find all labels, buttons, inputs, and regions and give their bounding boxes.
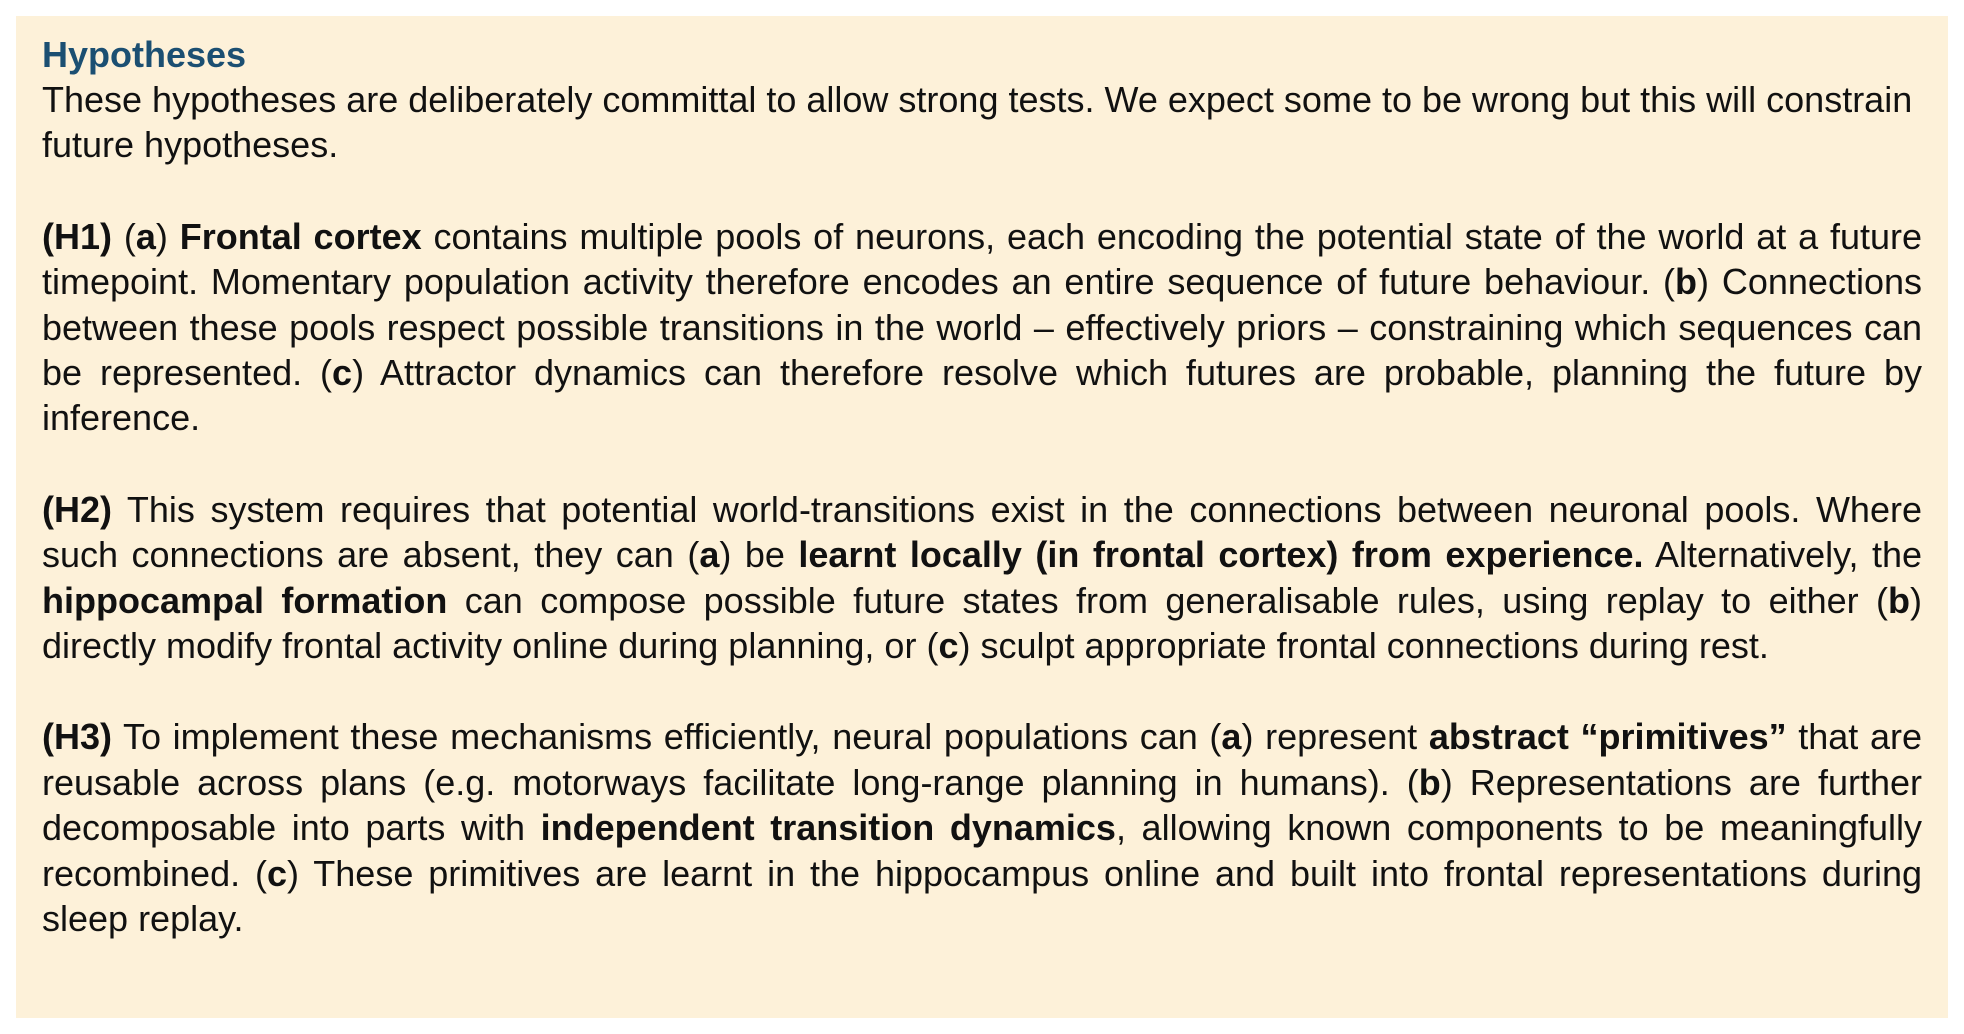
h1-text-3: ) Attractor dynamics can therefore resolve which futures are probable, planning the future by inference. [42, 352, 1923, 439]
h3-marker-c: c [267, 852, 288, 894]
h1-text-2: ) Connections between these pools respect possible transitions in the world – effectively priors – constraining which sequences can be represented. ( [42, 261, 1922, 394]
h2-text-4: can compose possible future states from generalisable rules, using replay to either ( [447, 579, 1888, 621]
h2-marker-b: b [1888, 579, 1910, 621]
h3-text-2: ) represent [1241, 716, 1429, 758]
h3-independent-dynamics: independent transition dynamics [540, 807, 1116, 849]
section-heading: Hypotheses [42, 34, 247, 75]
hypothesis-h3 [42, 714, 1922, 941]
h1-marker-a: a [135, 215, 156, 257]
h1-frontal-cortex: Frontal cortex [179, 215, 422, 257]
h2-marker-c: c [938, 625, 959, 667]
h2-marker-a: a [699, 534, 720, 576]
h2-text-1: This system requires that potential world-transitions exist in the connections between neuronal pools. Where such connections are absent, they can ( [42, 488, 1922, 576]
h2-text-6: ) sculpt appropriate frontal connections during rest. [958, 625, 1769, 667]
h2-label: (H2) [42, 488, 112, 530]
h1-marker-c: c [332, 352, 353, 394]
h2-text-2: ) be [719, 534, 799, 576]
hypothesis-h2 [42, 487, 1922, 669]
h3-abstract-primitives: abstract “primitives” [1428, 716, 1787, 758]
h1-label: (H1) [42, 215, 112, 257]
intro-paragraph: These hypotheses are deliberately committal to allow strong tests. We expect some to be wrong but this will constrain future hypotheses. [42, 79, 1913, 166]
h1-marker-b: b [1675, 261, 1698, 303]
h3-label: (H3) [42, 716, 112, 758]
h3-text-6: ) These primitives are learnt in the hippocampus online and built into frontal representations during sleep replay. [42, 852, 1922, 940]
h3-text-4: ) Representations are further decomposable into parts with [42, 761, 1923, 849]
h2-text-5: ) directly modify frontal activity online during planning, or ( [42, 579, 1922, 667]
h2-learnt-locally: learnt locally (in frontal cortex) from experience. [798, 534, 1644, 576]
h1-text-1: contains multiple pools of neurons, each encoding the potential state of the world at a future timepoint. Momentary population activity therefore encodes an entire sequence of future behaviour. ( [42, 215, 1923, 303]
h3-marker-b: b [1418, 761, 1441, 803]
h1-a-open: ( [112, 215, 136, 257]
h3-text-3: that are reusable across plans (e.g. motorways facilitate long-range planning in humans). ( [42, 716, 1922, 803]
h1-a-close: ) [155, 215, 180, 257]
h3-text-5: , allowing known components to be meaningfully recombined. ( [42, 807, 1922, 894]
h3-text-1: To implement these mechanisms efficiently, neural populations can ( [112, 716, 1222, 758]
h3-marker-a: a [1221, 716, 1242, 758]
h2-text-3: Alternatively, the [1643, 534, 1922, 576]
hypothesis-h1 [42, 214, 1922, 441]
h2-hippocampal-formation: hippocampal formation [42, 579, 448, 621]
hypotheses-box [16, 16, 1948, 1018]
